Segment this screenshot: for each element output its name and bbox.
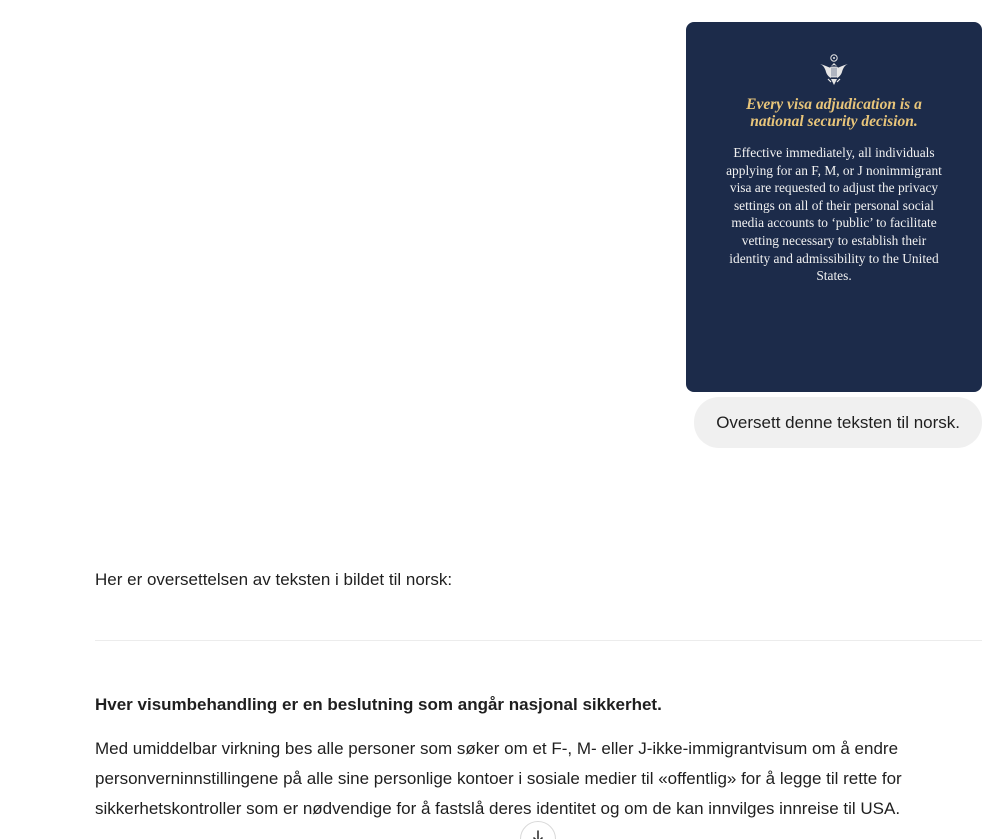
user-message-bubble: Oversett denne teksten til norsk. [694,397,982,448]
arrow-down-icon [531,830,545,839]
attachment-body: Effective immediately, all individuals applying for an F, M, or J nonimmigrant visa are requested to adjust the privacy settings on all of their personal social media accounts to ‘public’ to facilitate vetting necessary to establish their identity and admissibility to the United States. [726,145,942,284]
eagle-seal-icon [816,52,852,88]
response-body: Med umiddelbar virkning bes alle personer som søker om et F-, M- eller J-ikke-immigrantvisum om å endre personverninnstillingene på alle sine personlige kontoer i sosiale medier til «offentlig» for å legge til rette for sikkerhetskontroller som er nødvendige for å fastslå deres identitet og om de kan innvilges innreise til USA. [95,739,902,818]
attachment-headline: Every visa adjudication is a national security decision. [746,96,922,130]
response-intro: Her er oversettelsen av teksten i bildet til norsk: [95,570,453,589]
assistant-response [95,566,982,594]
response-heading: Hver visumbehandling er en beslutning som angår nasjonal sikkerhet. [95,695,662,714]
response-divider [95,640,982,641]
attached-image[interactable] [686,22,982,392]
